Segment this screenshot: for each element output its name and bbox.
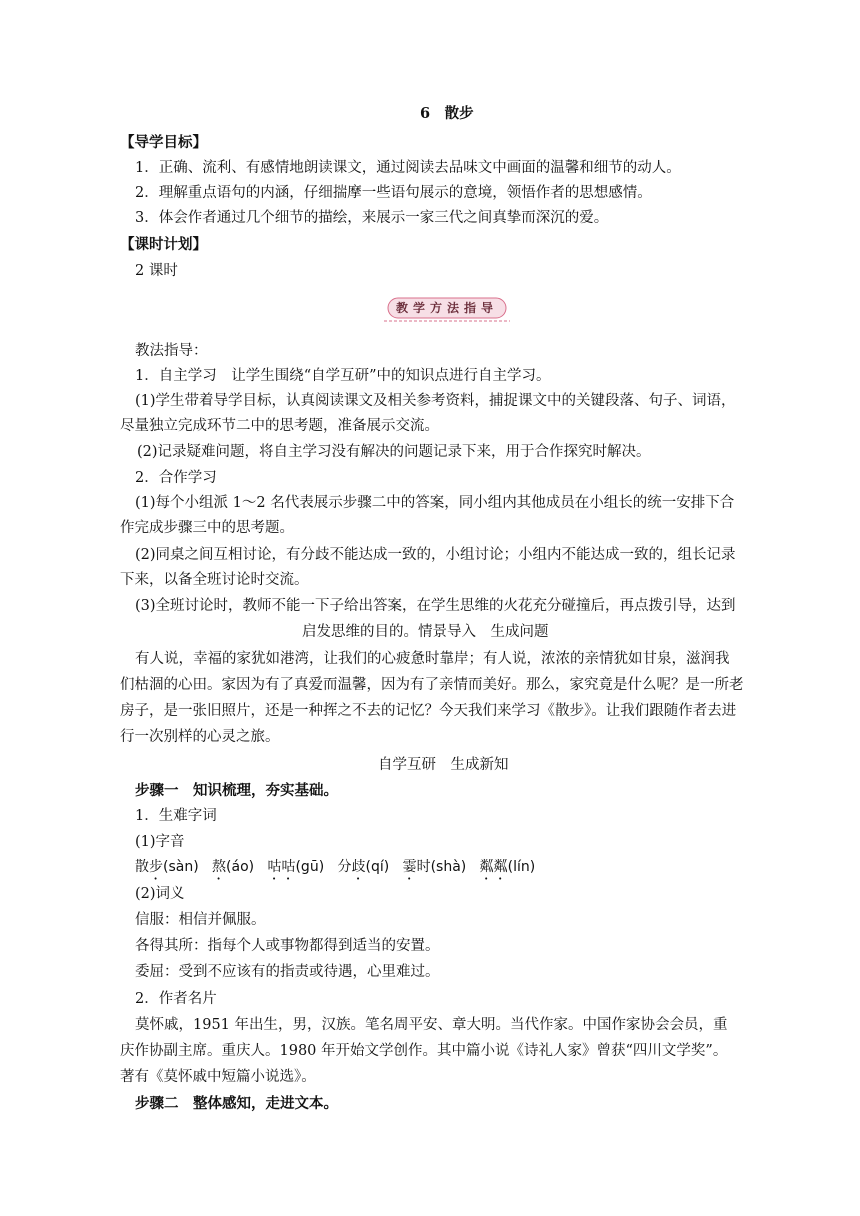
pronunciation-item: 熬(áo) xyxy=(212,859,255,875)
step-one-heading: 步骤一 知识梳理，夯实基础。 xyxy=(135,782,338,799)
pronunciation-list xyxy=(135,857,535,883)
vocab-item: 委屈：受到不应该有的指责或待遇，心里难过。 xyxy=(135,964,440,980)
goal-item: 3．体会作者通过几个细节的描绘，来展示一家三代之间真挚而深沉的爱。 xyxy=(135,210,609,226)
paragraph-line: 下来，以备全班讨论时交流。 xyxy=(120,572,309,588)
step-two-heading: 步骤二 整体感知，走进文本。 xyxy=(135,1095,338,1112)
paragraph-line: 作完成步骤三中的思考题。 xyxy=(120,520,294,536)
intro-line: 们枯涸的心田。家因为有了真爱而温馨，因为有了亲情而美好。那么，家究竟是什么呢？是一所老 xyxy=(120,677,744,693)
paragraph-line: (1)学生带着导学目标，认真阅读课文及相关参考资料，捕捉课文中的关键段落、句子、词语， xyxy=(135,393,736,409)
author-line: 著有《莫怀戚中短篇小说选》。 xyxy=(120,1069,316,1085)
intro-line: 房子，是一张旧照片，还是一种挥之不去的记忆？今天我们来学习《散步》。让我们跟随作者去进 xyxy=(120,703,737,719)
paragraph-line: (2)记录疑难问题，将自主学习没有解决的问题记录下来，用于合作探究时解决。 xyxy=(137,444,651,460)
paragraph-line: (2)同桌之间互相讨论，有分歧不能达成一致的，小组讨论；小组内不能达成一致的，组长记录 xyxy=(135,547,736,563)
author-line: 庆作协副主席。重庆人。1980 年开始文学创作。其中篇小说《诗礼人家》曾获“四川文学奖”。 xyxy=(120,1043,728,1059)
pronunciation-item: 分歧(qí) xyxy=(337,859,390,875)
plan-header: 【课时计划】 xyxy=(120,236,207,253)
lesson-title: 6 散步 xyxy=(420,105,474,122)
pronunciation-item: 粼粼(lín) xyxy=(479,859,536,875)
paragraph-line: 尽量独立完成环节二中的思考题，准备展示交流。 xyxy=(120,418,439,434)
pronunciation-item: 散步(sàn) xyxy=(135,859,199,875)
vocab-title: (2)词义 xyxy=(135,886,185,902)
author-line: 莫怀戚，1951 年出生，男，汉族。笔名周平安、章大明。当代作家。中国作家协会会员，重 xyxy=(135,1017,728,1033)
section-heading: 自学互研 生成新知 xyxy=(378,757,509,773)
plan-value: 2 课时 xyxy=(135,263,178,279)
banner-label: 教学方法指导 xyxy=(395,301,498,315)
self-study-title: 1．自主学习 让学生围绕“自学互研”中的知识点进行自主学习。 xyxy=(135,368,551,384)
goal-item: 1．正确、流利、有感情地朗读课文，通过阅读去品味文中画面的温馨和细节的动人。 xyxy=(135,160,681,176)
goals-header: 【导学目标】 xyxy=(120,134,207,151)
author-title: 2．作者名片 xyxy=(135,991,217,1007)
intro-line: 有人说，幸福的家犹如港湾，让我们的心疲惫时靠岸；有人说，浓浓的亲情犹如甘泉，滋润我 xyxy=(135,651,730,667)
method-banner xyxy=(384,297,510,323)
coop-title: 2．合作学习 xyxy=(135,470,217,486)
method-intro: 教法指导： xyxy=(135,343,208,359)
goal-item: 2．理解重点语句的内涵，仔细揣摩一些语句展示的意境，领悟作者的思想感情。 xyxy=(135,185,652,201)
intro-line: 行一次别样的心灵之旅。 xyxy=(120,729,280,745)
rare-words-title: 1．生难字词 xyxy=(135,808,217,824)
paragraph-line: 启发思维的目的。情景导入 生成问题 xyxy=(302,624,549,640)
pronunciation-item: 霎时(shà) xyxy=(402,859,467,875)
paragraph-line: (1)每个小组派 1～2 名代表展示步骤二中的答案，同小组内其他成员在小组长的统一安排下合 xyxy=(135,495,735,511)
vocab-item: 各得其所：指每个人或事物都得到适当的安置。 xyxy=(135,938,440,954)
pronunciation-title: (1)字音 xyxy=(135,834,185,850)
vocab-item: 信服：相信并佩服。 xyxy=(135,912,266,928)
paragraph-line: (3)全班讨论时，教师不能一下子给出答案，在学生思维的火花充分碰撞后，再点拨引导，达到 xyxy=(135,598,736,614)
pronunciation-item: 咕咕(gū) xyxy=(267,859,325,875)
